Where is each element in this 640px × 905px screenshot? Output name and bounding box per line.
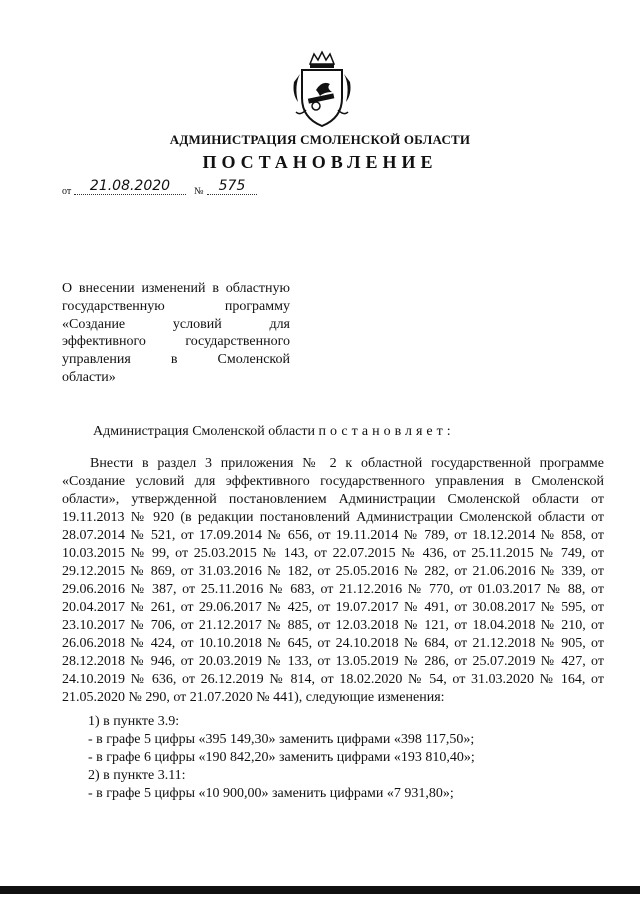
list-item: 2) в пункте 3.11: xyxy=(88,768,186,783)
document-number: 575 xyxy=(207,178,257,195)
document-date: 21.08.2020 xyxy=(74,178,186,195)
subject-line: эффективного государственного xyxy=(62,334,290,350)
main-paragraph-block xyxy=(62,455,604,707)
list-item: 1) в пункте 3.9: xyxy=(88,714,180,729)
list-item: - в графе 6 цифры «190 842,20» заменить цифрами «193 810,40»; xyxy=(88,750,475,765)
list-item: - в графе 5 цифры «395 149,30» заменить цифрами «398 117,50»; xyxy=(88,732,475,747)
subject-line: государственную программу xyxy=(62,298,290,314)
coat-of-arms-icon xyxy=(290,50,354,130)
preamble xyxy=(93,423,613,441)
subject-line: управления в Смоленской xyxy=(62,352,290,368)
changes-list xyxy=(88,713,475,803)
preamble-verb: постановляет: xyxy=(318,424,455,439)
scan-edge-bar xyxy=(0,886,640,894)
list-item: - в графе 5 цифры «10 900,00» заменить цифрами «7 931,80»; xyxy=(88,786,454,801)
subject-line: «Создание условий для xyxy=(62,316,290,332)
number-prefix: № xyxy=(194,186,204,197)
organization-title: АДМИНИСТРАЦИЯ СМОЛЕНСКОЙ ОБЛАСТИ xyxy=(169,132,471,147)
date-prefix: от xyxy=(62,186,72,197)
preamble-text: Администрация Смоленской области xyxy=(93,424,319,439)
subject-line: области» xyxy=(62,369,116,385)
main-paragraph: Внести в раздел 3 приложения № 2 к областной государственной программе «Создание условий для эффективного государственного управления в Смоленской области», утвержденной постановлением Администрации Смоленской области от 19.11.2013 № 920 (в редакции постановлений Администрации Смоленской области от 28.07.2014 № 521, от 17.09.2014 № 656, от 19.11.2014 № 789, от 18.12.2014 № 858, от 10.03.2015 № 99, от 25.03.2015 № 143, от 22.07.2015 № 436, от 25.11.2015 № 749, от 29.12.2015 № 869, от 31.03.2016 № 182, от 25.05.2016 № 282, от 21.06.2016 № 339, от 29.06.2016 № 387, от 25.11.2016 № 683, от 21.12.2016 № 770, от 01.03.2017 № 88, от 20.04.2017 № 261, от 29.06.2017 № 425, от 19.07.2017 № 491, от 30.08.2017 № 595, от 23.10.2017 № 706, от 21.12.2017 № 885, от 12.03.2018 № 121, от 18.04.2018 № 210, от 26.06.2018 № 424, от 10.10.2018 № 645, от 24.10.2018 № 684, от 21.12.2018 № 905, от 28.12.2018 № 946, от 20.03.2019 № 133, от 13.05.2019 № 286, от 25.07.2019 № 427, от 24.10.2019 № 636, от 26.12.2019 № 814, от 18.02.2020 № 54, от 31.03.2020 № 164, от 21.05.2020 № 290, от 21.07.2020 № 441), следующие изменения: xyxy=(62,456,604,705)
document-subject xyxy=(62,280,290,387)
document-type: ПОСТАНОВЛЕНИЕ xyxy=(202,152,438,172)
subject-line: О внесении изменений в областную xyxy=(62,281,290,296)
